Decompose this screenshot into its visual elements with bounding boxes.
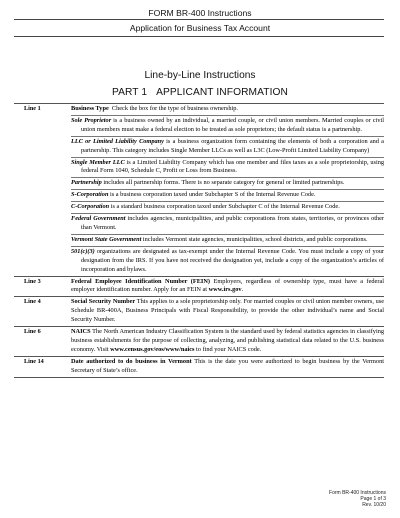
- term: Partnership: [71, 179, 102, 187]
- header-divider: [14, 36, 384, 37]
- instructions-table: [14, 103, 384, 378]
- line-4-row: [14, 296, 384, 326]
- description: The North American Industry Classification System is the standard used by federal statistics agencies in classifying business establishments for the purpose of collecting, analyzing, and publishing statistical data related to the U.S. business economy. Visit: [71, 328, 384, 353]
- line-14-row: [14, 356, 384, 378]
- term: C-Corporation: [71, 203, 110, 211]
- punctuation: .: [241, 286, 244, 294]
- partnership-entry: [71, 177, 384, 189]
- app-title: Application for Business Tax Account: [129, 23, 271, 33]
- s-corporation-entry: [71, 189, 384, 201]
- footer-form-name: Form BR-400 Instructions: [329, 490, 386, 496]
- term: Limited Liability Company: [92, 137, 164, 145]
- line-6-row: [14, 326, 384, 356]
- term: Vermont State Government: [71, 235, 142, 243]
- description: is a Limited Liability Company which has one member and files taxes as a sole proprietorship, using federal Form 1040, Schedule C, Profit or Loss from Business.: [81, 158, 384, 175]
- vermont-state-government-entry: [71, 234, 384, 246]
- part-title: APPLICANT INFORMATION: [156, 87, 289, 98]
- fein-entry: [71, 277, 384, 297]
- line-label: Line 6: [24, 328, 41, 336]
- date-authorized-entry: [71, 357, 384, 377]
- description: includes Vermont state agencies, municipalities, school districts, and public corporations.: [141, 235, 368, 243]
- description: is a business organization form containing the elements of both a corporation and a partnership. This category includes Single Member LLCs as well as L3C (Low-Profit Limited Liability Company): [81, 137, 384, 154]
- description: is a business owned by an individual, a married couple, or civil union members. Married couples or civil union members must make a federal election to be treated as sole proprietors; the default status is a partnership.: [81, 116, 384, 133]
- description: is a standard business corporation taxed under Subchapter C of the Internal Revenue Code.: [109, 203, 340, 211]
- term: Federal Government: [71, 215, 126, 223]
- footer-revision: Rev. 10/20: [362, 502, 386, 509]
- federal-government-entry: [71, 213, 384, 234]
- line-label: Line 14: [24, 357, 44, 365]
- line-label: Line 1: [24, 105, 41, 112]
- term: Business Type: [71, 105, 109, 112]
- description-end: to find your NAICS code.: [194, 345, 262, 353]
- line-label: Line 3: [24, 277, 41, 285]
- llc-entry: [71, 136, 384, 157]
- term: NAICS: [71, 328, 91, 336]
- footer-page-number: Page 1 of 3: [360, 496, 386, 503]
- page-footer: [329, 490, 386, 509]
- naics-entry: [71, 327, 384, 356]
- part-number: PART 1: [111, 87, 148, 98]
- section-title: Line-by-Line Instructions: [144, 70, 256, 81]
- business-type-entry: [71, 104, 384, 115]
- line-label: Line 4: [24, 298, 41, 306]
- term: LLC: [71, 137, 83, 145]
- description: Employers, regardless of ownership type, must have a federal employer identification number. Apply for an FEIN at: [71, 277, 384, 294]
- term: Single Member LLC: [71, 158, 125, 166]
- 501c3-entry: [71, 246, 384, 276]
- term: S-Corporation: [71, 191, 109, 199]
- term: Social Security Number: [71, 298, 136, 306]
- single-member-llc-entry: [71, 157, 384, 178]
- line-3-row: [14, 276, 384, 297]
- census-link[interactable]: www.census.gov/eos/www/naics: [110, 345, 195, 353]
- description: Check the box for the type of business ownership.: [111, 105, 238, 112]
- term: 501(c)(3): [71, 247, 95, 255]
- term: Sole Proprietor: [71, 116, 112, 124]
- description: organizations are designated as tax-exempt under the Internal Revenue Code. You must include a copy of your designation from the IRS. If you have not received the designation yet, include a copy of the organization’s articles of incorporation and bylaws.: [81, 247, 384, 273]
- header-divider: [14, 19, 384, 20]
- term: Date authorized to do business in Vermont: [71, 357, 192, 365]
- form-title: FORM BR-400 Instructions: [148, 8, 252, 18]
- c-corporation-entry: [71, 201, 384, 213]
- line-1-row: [14, 103, 384, 276]
- term: or: [82, 137, 93, 145]
- sole-proprietor-entry: [71, 115, 384, 136]
- description: This is the date you were authorized to begin business by the Vermont Secretary of State’s office.: [71, 357, 384, 374]
- description: includes agencies, municipalities, and public corporations from states, territories, or provinces other than Vermont.: [81, 215, 385, 231]
- irs-link[interactable]: www.irs.gov: [208, 286, 242, 294]
- description: includes all partnership forms. There is no separate category for general or limited partnerships.: [101, 179, 345, 187]
- description: This applies to a sole proprietorship only. For married couples or civil union member owners, use Schedule BR-400A, Business Principals with Fiscal Responsibility, to provide the other individual’s name and Social Security Number.: [71, 298, 385, 324]
- term: Federal Employee Identification Number (FEIN): [71, 277, 211, 285]
- part-heading: [0, 87, 400, 98]
- description: is a business corporation taxed under Subchapter S of the Internal Revenue Code.: [108, 191, 316, 199]
- ssn-entry: [71, 297, 384, 326]
